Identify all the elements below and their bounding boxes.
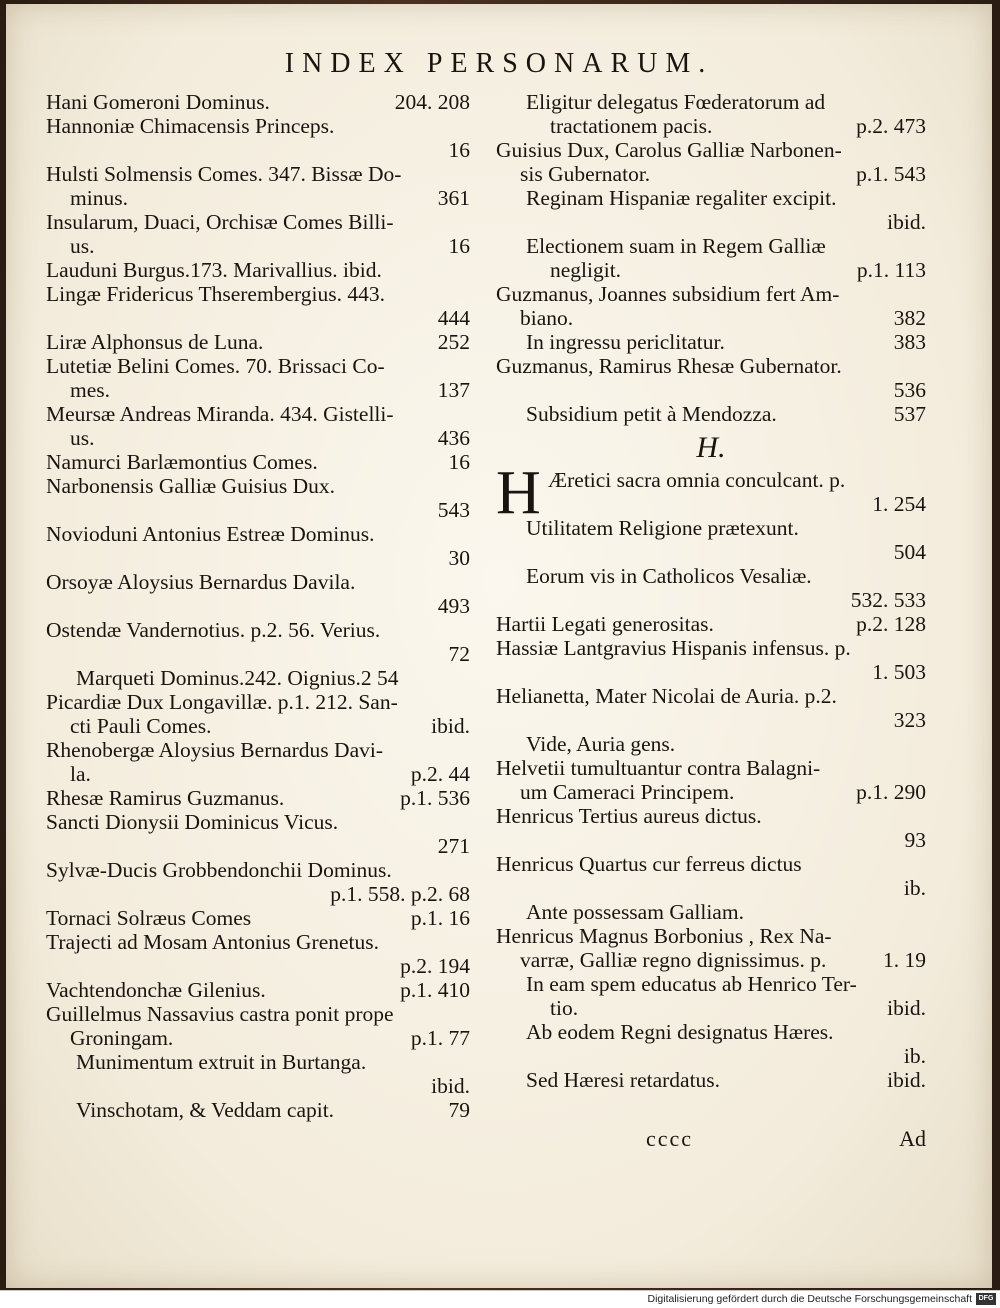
index-entry-continuation: minus. 361 [70, 186, 470, 210]
index-entry-continuation: negligit. p.1. 113 [550, 258, 926, 282]
catchword: Ad [899, 1126, 926, 1151]
index-entry [496, 756, 926, 804]
index-entry-page-ref: 436 [437, 426, 470, 450]
index-entry-page-ref: ibid. [431, 714, 470, 738]
index-entry [496, 138, 926, 186]
index-entry-page-ref: 1. 19 [883, 948, 926, 972]
index-entry-page-ref: 271 [437, 834, 470, 858]
index-entry-text: Guillelmus Nassavius castra ponit prope [46, 1002, 394, 1026]
index-entry-text: Tornaci Solræus Comes [46, 906, 252, 930]
index-entry-text: In ingressu periclitatur. [526, 330, 725, 354]
index-entry-page-ref: 204. 208 [394, 90, 470, 114]
index-entry [46, 690, 470, 738]
index-entry-text: Ante possessam Galliam. [526, 900, 744, 924]
index-entry-text: Rhenobergæ Aloysius Bernardus Davi- [46, 738, 383, 762]
index-entry-text: Hulsti Solmensis Comes. 347. Bissæ Do- [46, 162, 402, 186]
index-entry-page-ref: 79 [448, 1098, 470, 1122]
index-entry [46, 474, 470, 522]
index-entry [496, 516, 926, 564]
index-entry-text: Trajecti ad Mosam Antonius Grenetus. [46, 930, 380, 954]
index-entry-text: Guzmanus, Ramirus Rhesæ Gubernator. [496, 354, 842, 378]
index-entry-text: Sancti Dionysii Dominicus Vicus. [46, 810, 339, 834]
index-entry-page-ref: ibid. [887, 1068, 926, 1092]
dropcap-entry [496, 459, 926, 527]
index-entry-page-ref: 252 [437, 330, 470, 354]
index-entry-text: Eligitur delegatus Fœderatorum ad [526, 90, 826, 114]
index-entry-page-ref: p.1. 543 [856, 162, 926, 186]
index-entry [46, 906, 470, 930]
index-entry-text: Subsidium petit à Mendozza. [526, 402, 777, 426]
index-entry [46, 354, 470, 402]
index-entry-text: Hani Gomeroni Dominus. [46, 90, 270, 114]
dropcap-entry-text: Æretici sacra omnia conculcant. p. [548, 468, 846, 492]
index-entry [496, 330, 926, 354]
index-entry [46, 330, 470, 354]
index-entry-page-ref: 536 [893, 378, 926, 402]
index-entry-page-ref: p.1. 16 [410, 906, 470, 930]
index-entry [496, 732, 926, 756]
index-entry-text: Guzmanus, Joannes subsidium fert Am- [496, 282, 840, 306]
index-entry-continuation: la. p.2. 44 [70, 762, 470, 786]
index-entry-text: Narbonensis Galliæ Guisius Dux. [46, 474, 336, 498]
index-entry-page-ref: 537 [893, 402, 926, 426]
index-entry [496, 684, 926, 732]
index-entry-page-ref: 1. 503 [872, 660, 926, 684]
index-entry-page-ref: 16 [448, 234, 470, 258]
index-entry-text: Guisius Dux, Carolus Galliæ Narbonen- [496, 138, 842, 162]
index-entry-page-ref: 361 [437, 186, 470, 210]
index-entry-page-ref: 93 [904, 828, 926, 852]
index-entry [46, 786, 470, 810]
index-entry-page-ref: 493 [437, 594, 470, 618]
index-entry-page-ref: p.1. 113 [856, 258, 926, 282]
index-entry-text: Sed Hæresi retardatus. [526, 1068, 721, 1092]
index-entry [496, 1020, 926, 1068]
index-entry-text: Helvetii tumultuantur contra Balagni- [496, 756, 821, 780]
index-entry-page-ref: p.1. 77 [410, 1026, 470, 1050]
index-entry [46, 282, 470, 330]
index-entry-page-ref: 543 [437, 498, 470, 522]
index-entry-page-ref: p.2. 194 [400, 954, 470, 978]
index-entry-text: Insularum, Duaci, Orchisæ Comes Billi- [46, 210, 394, 234]
index-entry-text: Namurci Barlæmontius Comes. [46, 450, 318, 474]
index-entry [496, 90, 926, 138]
index-entry-text: Orsoyæ Aloysius Bernardus Davila. [46, 570, 356, 594]
index-entry-page-ref: ib. [903, 876, 926, 900]
index-entry-text: Rhesæ Ramirus Guzmanus. [46, 786, 285, 810]
index-entry-page-ref: ib. [903, 1044, 926, 1068]
index-entry-page-ref: 383 [893, 330, 926, 354]
left-column [46, 90, 470, 1122]
index-entry-text: Eorum vis in Catholicos Vesaliæ. [526, 564, 812, 588]
index-entry [46, 1002, 470, 1050]
index-entry [46, 210, 470, 258]
index-entry [496, 402, 926, 426]
index-entry-page-ref: 30 [448, 546, 470, 570]
index-entry-text: Hannoniæ Chimacensis Princeps. [46, 114, 335, 138]
index-entry [46, 570, 470, 618]
index-entry-page-ref: 323 [893, 708, 926, 732]
index-entry-continuation: tio. ibid. [550, 996, 926, 1020]
banner-text: Digitalisierung gefördert durch die Deutsche Forschungsgemeinschaft [647, 1293, 972, 1305]
index-entry-page-ref: 532. 533 [850, 588, 926, 612]
index-entry-text: Ostendæ Vandernotius. p.2. 56. Verius. [46, 618, 381, 642]
index-entry [46, 90, 470, 114]
index-entry-text: Henricus Tertius aureus dictus. [496, 804, 762, 828]
index-entry [496, 636, 926, 684]
index-entry-text: Sylvæ-Ducis Grobbendonchii Dominus. [46, 858, 392, 882]
index-entry-text: Henricus Quartus cur ferreus dictus [496, 852, 802, 876]
section-letter: H. [696, 431, 726, 464]
entries-h [496, 516, 926, 1092]
index-entry-page-ref: 504 [893, 540, 926, 564]
index-entry [46, 114, 470, 162]
index-entry-text: Hassiæ Lantgravius Hispanis infensus. p. [496, 636, 851, 660]
index-entry [46, 666, 470, 690]
index-entry-continuation: us. 436 [70, 426, 470, 450]
index-entry-text: Utilitatem Religione prætexunt. [526, 516, 799, 540]
index-entry-page-ref: 137 [437, 378, 470, 402]
index-entry-continuation: um Cameraci Principem. p.1. 290 [520, 780, 926, 804]
index-entry-page-ref: p.1. 290 [856, 780, 926, 804]
index-entry-text: Helianetta, Mater Nicolai de Auria. p.2. [496, 684, 837, 708]
dfg-logo: DFG [976, 1293, 996, 1305]
dropcap-initial: H [496, 459, 541, 527]
right-column [496, 90, 926, 1092]
index-entry [496, 282, 926, 330]
index-entry-page-ref: p.2. 128 [856, 612, 926, 636]
entries-g [496, 90, 926, 426]
index-entry-text: Liræ Alphonsus de Luna. [46, 330, 264, 354]
book-page [6, 4, 992, 1288]
index-entry-continuation: varræ, Galliæ regno dignissimus. p. 1. 19 [520, 948, 926, 972]
index-entry [46, 1098, 470, 1122]
index-entry-page-ref: ibid. [887, 210, 926, 234]
index-entry [496, 972, 926, 1020]
index-entry [46, 810, 470, 858]
index-entry [496, 564, 926, 612]
index-entry-page-ref: 16 [448, 450, 470, 474]
index-entry [496, 354, 926, 402]
index-entry [46, 858, 470, 906]
index-entry-page-ref: ibid. [887, 996, 926, 1020]
index-entry-text: In eam spem educatus ab Henrico Ter- [526, 972, 857, 996]
index-entry-page-ref: p.2. 44 [410, 762, 470, 786]
signature-mark: cccc [646, 1126, 694, 1151]
index-entry-text: Reginam Hispaniæ regaliter excipit. [526, 186, 837, 210]
index-entry-text: Vinschotam, & Veddam capit. [76, 1098, 335, 1122]
index-entry [496, 924, 926, 972]
index-entry-text: Novioduni Antonius Estreæ Dominus. [46, 522, 375, 546]
index-entry [46, 522, 470, 570]
index-entry [46, 930, 470, 978]
index-entry-text: Meursæ Andreas Miranda. 434. Gistelli- [46, 402, 394, 426]
index-entry-continuation: Groningam. p.1. 77 [70, 1026, 470, 1050]
index-entry [496, 186, 926, 234]
index-entry-page-ref: p.1. 558. p.2. 68 [330, 882, 470, 906]
index-entry [46, 258, 470, 282]
index-entry [496, 234, 926, 282]
dropcap-entry-num: 1. 254 [872, 492, 926, 516]
index-entry-page-ref: 72 [448, 642, 470, 666]
index-entry [46, 450, 470, 474]
index-entry-continuation: sis Gubernator. p.1. 543 [520, 162, 926, 186]
index-entry [46, 978, 470, 1002]
index-entry-continuation: biano. 382 [520, 306, 926, 330]
index-entry-continuation: mes. 137 [70, 378, 470, 402]
digitization-banner [0, 1290, 1000, 1308]
index-entry-text: Lingæ Fridericus Thserembergius. 443. [46, 282, 385, 306]
index-entry-page-ref: p.1. 536 [400, 786, 470, 810]
index-entry-page-ref: p.2. 473 [856, 114, 926, 138]
index-entry-text: Lauduni Burgus.173. Marivallius. ibid. [46, 258, 382, 282]
index-entry-text: Picardiæ Dux Longavillæ. p.1. 212. San- [46, 690, 398, 714]
index-entry-page-ref: 444 [437, 306, 470, 330]
index-entry [46, 162, 470, 210]
index-entry-continuation: us. 16 [70, 234, 470, 258]
index-entry-text: Marqueti Dominus.242. Oignius.2 54 [76, 666, 399, 690]
index-entry-text: Vide, Auria gens. [526, 732, 676, 756]
index-entry-page-ref: 382 [893, 306, 926, 330]
index-entry [46, 618, 470, 666]
index-entry-text: Henricus Magnus Borbonius , Rex Na- [496, 924, 832, 948]
index-entry [496, 900, 926, 924]
index-entry-continuation: tractationem pacis. p.2. 473 [550, 114, 926, 138]
index-entry [496, 804, 926, 852]
index-entry-page-ref: ibid. [431, 1074, 470, 1098]
index-entry-text: Ab eodem Regni designatus Hæres. [526, 1020, 834, 1044]
index-entry-text: Hartii Legati generositas. [496, 612, 714, 636]
index-entry-text: Vachtendonchæ Gilenius. [46, 978, 266, 1002]
page-header: INDEX PERSONARUM. [284, 48, 714, 79]
index-entry-text: Munimentum extruit in Burtanga. [76, 1050, 367, 1074]
index-entry [496, 852, 926, 900]
index-entry [46, 402, 470, 450]
index-entry [46, 1050, 470, 1098]
index-entry-text: Lutetiæ Belini Comes. 70. Brissaci Co- [46, 354, 385, 378]
index-entry-continuation: cti Pauli Comes. ibid. [70, 714, 470, 738]
index-entry [496, 1068, 926, 1092]
index-entry [46, 738, 470, 786]
index-entry-text: Electionem suam in Regem Galliæ [526, 234, 826, 258]
index-entry-page-ref: p.1. 410 [400, 978, 470, 1002]
index-entry-page-ref: 16 [448, 138, 470, 162]
index-entry [496, 612, 926, 636]
